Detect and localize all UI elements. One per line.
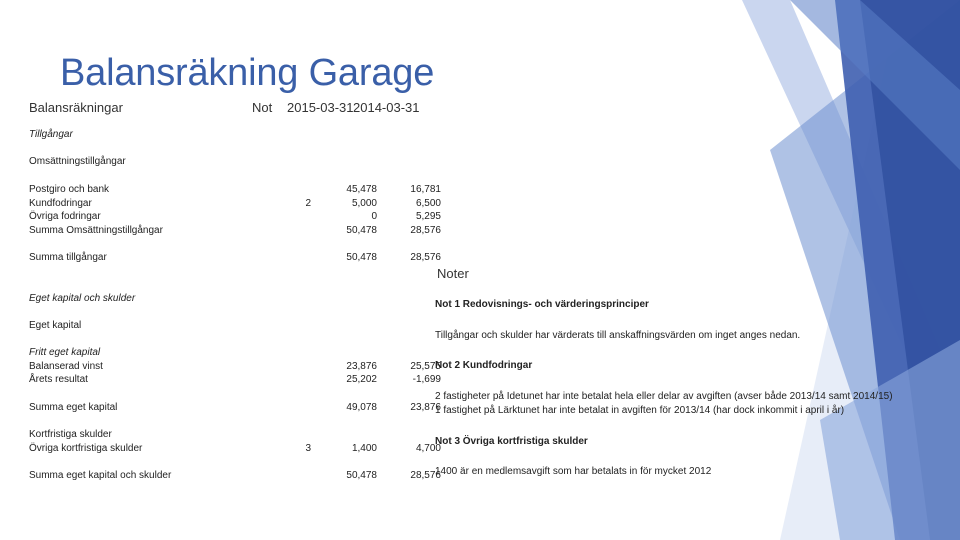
row-value-2014: -1,699 — [412, 374, 441, 385]
row-value-2014: 28,576 — [410, 252, 441, 263]
table-row — [29, 252, 441, 266]
row-value-2015: 5,000 — [351, 198, 377, 209]
row-label: Balanserad vinst — [29, 361, 103, 372]
row-label: Årets resultat — [29, 374, 88, 385]
row-label: Omsättningstillgångar — [29, 156, 126, 167]
row-label: Eget kapital och skulder — [29, 293, 136, 304]
row-value-2015: 45,478 — [346, 184, 377, 195]
table-row — [29, 198, 441, 212]
table-row — [29, 320, 419, 334]
table-row — [29, 429, 419, 443]
row-value-2015: 50,478 — [346, 252, 377, 263]
notes-heading: Noter — [437, 266, 469, 281]
row-label: Kortfristiga skulder — [29, 429, 112, 440]
header-date-2015: 2015-03-31 — [287, 100, 354, 115]
table-row — [29, 470, 441, 484]
row-label: Övriga fodringar — [29, 211, 101, 222]
row-label: Fritt eget kapital — [29, 347, 101, 358]
note-text: Tillgångar och skulder har värderats till anskaffningsvärden om inget anges nedan. — [435, 330, 801, 341]
table-row — [29, 156, 419, 170]
row-label: Summa Omsättningstillgångar — [29, 225, 163, 236]
row-value-2014: 6,500 — [415, 198, 441, 209]
header-label: Balansräkningar — [29, 100, 123, 115]
note-text: 1400 är en medlemsavgift som har betalats in för mycket 2012 — [435, 466, 712, 477]
table-row — [29, 211, 441, 225]
row-value-2015: 23,876 — [346, 361, 377, 372]
row-value-2014: 4,700 — [415, 443, 441, 454]
note-heading: Not 2 Kundfodringar — [435, 360, 533, 371]
row-value-2014: 28,576 — [410, 470, 441, 481]
table-row — [29, 443, 441, 457]
table-row — [29, 184, 441, 198]
table-row — [29, 361, 441, 375]
row-label: Postgiro och bank — [29, 184, 110, 195]
table-row — [29, 347, 419, 361]
row-value-2015: 50,478 — [346, 225, 377, 236]
row-value-2014: 5,295 — [415, 211, 441, 222]
row-label: Summa eget kapital — [29, 402, 118, 413]
page-title: Balansräkning Garage — [60, 52, 435, 94]
header-date-2014: 2014-03-31 — [353, 100, 420, 115]
row-value-2015: 49,078 — [346, 402, 377, 413]
row-label: Summa tillgångar — [29, 252, 107, 263]
row-value-2015: 25,202 — [346, 374, 377, 385]
row-label: Tillgångar — [29, 129, 73, 140]
row-note: 2 — [305, 198, 311, 209]
row-label: Eget kapital — [29, 320, 82, 331]
row-value-2014: 25,575 — [410, 361, 441, 372]
row-value-2015: 50,478 — [346, 470, 377, 481]
row-label: Summa eget kapital och skulder — [29, 470, 172, 481]
row-label: Kundfodringar — [29, 198, 92, 209]
row-value-2014: 28,576 — [410, 225, 441, 236]
row-value-2015: 0 — [371, 211, 377, 222]
table-row — [29, 225, 441, 239]
row-note: 3 — [305, 443, 311, 454]
row-value-2014: 16,781 — [410, 184, 441, 195]
note-heading: Not 1 Redovisnings- och värderingsprinciper — [435, 299, 649, 310]
note-text: 1 fastighet på Lärktunet har inte betalat in avgiften för 2013/14 (har dock inkommit i april i år) — [435, 405, 845, 416]
table-row — [29, 374, 441, 388]
table-row — [29, 129, 419, 143]
table-row — [29, 402, 441, 416]
note-text: 2 fastigheter på Idetunet har inte betalat hela eller delar av avgiften (avser både 2013/14 samt 2014/15) — [435, 391, 893, 402]
table-row — [29, 293, 419, 307]
row-label: Övriga kortfristiga skulder — [29, 443, 143, 454]
header-note: Not — [252, 100, 273, 115]
row-value-2015: 1,400 — [351, 443, 377, 454]
row-value-2014: 23,876 — [410, 402, 441, 413]
note-heading: Not 3 Övriga kortfristiga skulder — [435, 436, 588, 447]
